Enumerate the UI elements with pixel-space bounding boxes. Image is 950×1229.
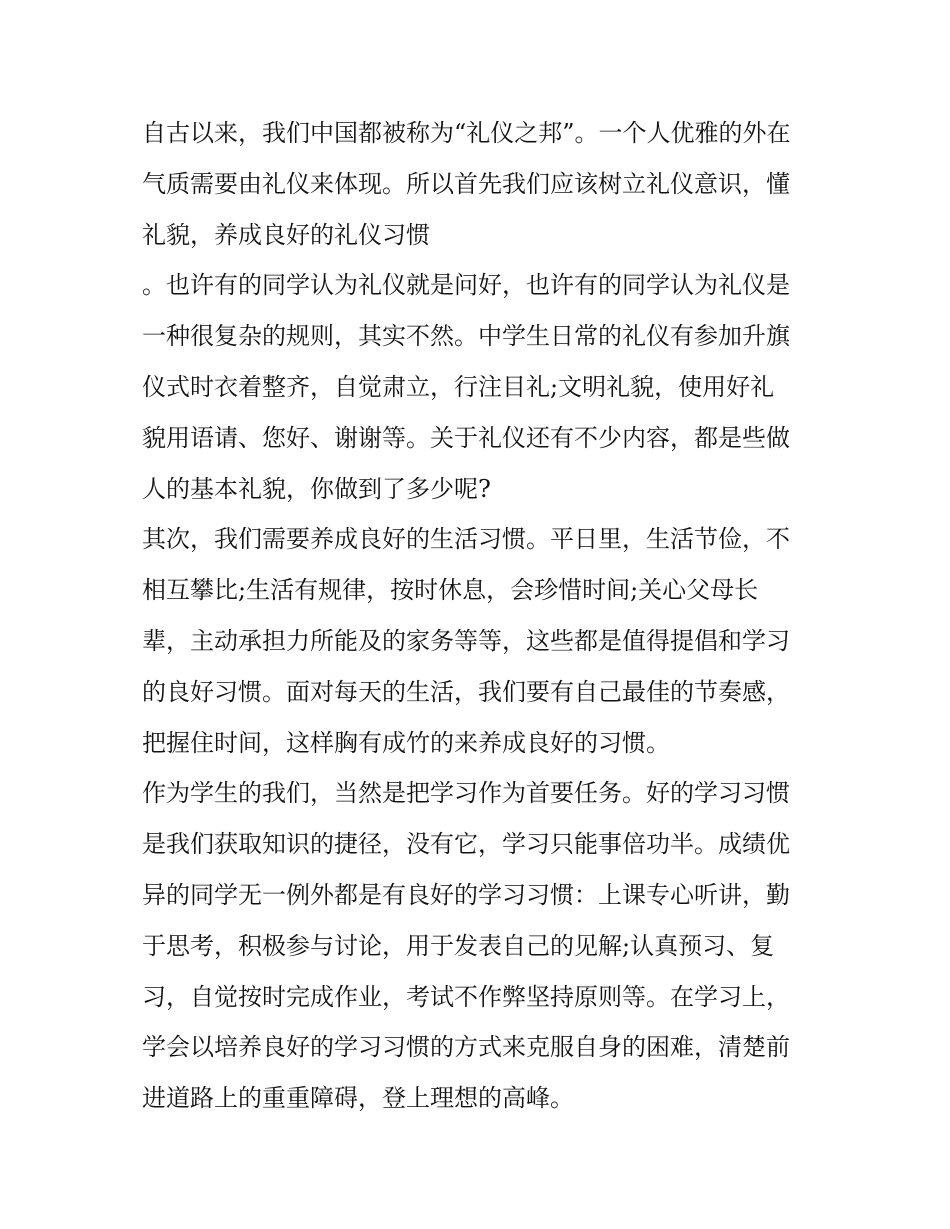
text-line: 学会以培养良好的学习习惯的方式来克服自身的困难，清楚前 xyxy=(142,1033,790,1062)
text-line: 其次，我们需要养成良好的生活习惯。平日里，生活节俭，不 xyxy=(142,525,790,554)
text-line: 一种很复杂的规则，其实不然。中学生日常的礼仪有参加升旗 xyxy=(142,322,790,351)
text-line: 异的同学无一例外都是有良好的学习习惯：上课专心听讲，勤 xyxy=(142,880,790,909)
text-line: 礼貌，养成良好的礼仪习惯 xyxy=(142,220,430,249)
text-line: 。也许有的同学认为礼仪就是问好，也许有的同学认为礼仪是 xyxy=(142,271,790,300)
text-line: 人的基本礼貌，你做到了多少呢? xyxy=(142,474,491,503)
text-line: 仪式时衣着整齐，自觉肃立，行注目礼;文明礼貌，使用好礼 xyxy=(142,372,775,401)
text-line: 是我们获取知识的捷径，没有它，学习只能事倍功半。成绩优 xyxy=(142,830,790,859)
text-line: 把握住时间，这样胸有成竹的来养成良好的习惯。 xyxy=(142,728,670,757)
text-line: 于思考，积极参与讨论，用于发表自己的见解;认真预习、复 xyxy=(142,931,775,960)
text-line: 习，自觉按时完成作业，考试不作弊坚持原则等。在学习上， xyxy=(142,982,790,1011)
text-line: 的良好习惯。面对每天的生活，我们要有自己最佳的节奏感， xyxy=(142,677,790,706)
text-line: 相互攀比;生活有规律，按时休息，会珍惜时间;关心父母长 xyxy=(142,576,759,605)
body-text xyxy=(142,108,832,1124)
text-line: 气质需要由礼仪来体现。所以首先我们应该树立礼仪意识，懂 xyxy=(142,169,790,198)
text-line: 自古以来，我们中国都被称为“礼仪之邦”。一个人优雅的外在 xyxy=(142,119,791,147)
text-line: 貌用语请、您好、谢谢等。关于礼仪还有不少内容，都是些做 xyxy=(142,423,790,452)
text-line: 辈，主动承担力所能及的家务等等，这些都是值得提倡和学习 xyxy=(142,626,790,655)
text-line: 作为学生的我们，当然是把学习作为首要任务。好的学习习惯 xyxy=(142,779,790,808)
text-line: 进道路上的重重障碍，登上理想的高峰。 xyxy=(142,1084,574,1113)
